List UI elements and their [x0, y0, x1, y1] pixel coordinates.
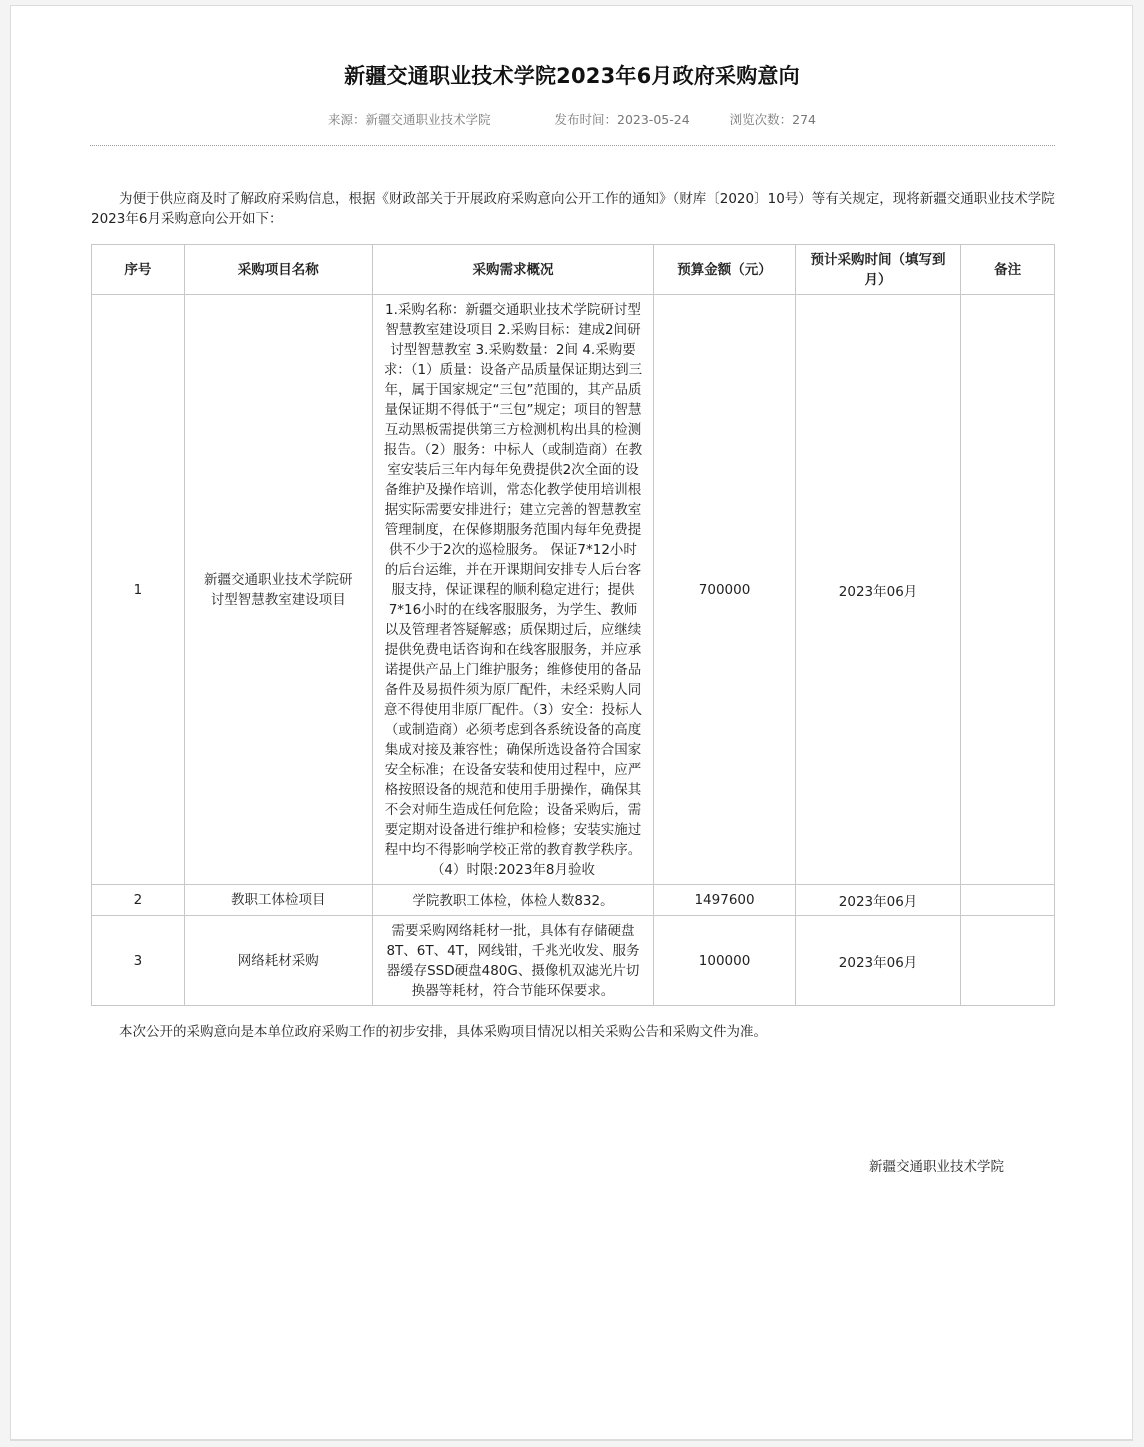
row-project-name: 网络耗材采购: [184, 916, 372, 1006]
row-no: 2: [92, 885, 185, 916]
row-remark: [961, 885, 1055, 916]
row-budget: 100000: [654, 916, 796, 1006]
signature: 新疆交通职业技术学院: [869, 1159, 1004, 1175]
closing-paragraph: 本次公开的采购意向是本单位政府采购工作的初步安排，具体采购项目情况以相关采购公告和采购文件为准。: [119, 1024, 767, 1040]
header-no: 序号: [92, 245, 185, 295]
page-title: 新疆交通职业技术学院2023年6月政府采购意向: [344, 64, 800, 88]
table-row: [92, 295, 1055, 885]
row-budget: 700000: [654, 295, 796, 885]
view-count: 浏览次数：274: [729, 112, 817, 127]
header-description: 采购需求概况: [372, 245, 653, 295]
row-time: 2023年06月: [795, 885, 960, 916]
row-project-name: 新疆交通职业技术学院研讨型智慧教室建设项目: [184, 295, 372, 885]
row-remark: [961, 295, 1055, 885]
table-row: [92, 885, 1055, 916]
header-project-name: 采购项目名称: [184, 245, 372, 295]
source-label: 来源：新疆交通职业技术学院: [327, 112, 491, 127]
row-no: 3: [92, 916, 185, 1006]
intro-paragraph: 为便于供应商及时了解政府采购信息，根据《财政部关于开展政府采购意向公开工作的通知》（财库〔2020〕10号）等有关规定，现将新疆交通职业技术学院2023年6月采购意向公开如下：: [91, 191, 1055, 227]
row-no: 1: [92, 295, 185, 885]
article-meta: [0, 110, 1144, 128]
row-description: 需要采购网络耗材一批，具体有存储硬盘8T、6T、4T，网线钳，千兆光收发、服务器缓存SSD硬盘480G、摄像机双滤光片切换器等耗材，符合节能环保要求。: [372, 916, 653, 1006]
title-divider: [90, 145, 1055, 146]
row-project-name: 教职工体检项目: [184, 885, 372, 916]
header-budget: 预算金额（元）: [654, 245, 796, 295]
header-remark: 备注: [961, 245, 1055, 295]
table-header-row: [92, 245, 1055, 295]
header-time: 预计采购时间（填写到月）: [795, 245, 960, 295]
table-row: [92, 916, 1055, 1006]
row-remark: [961, 916, 1055, 1006]
row-budget: 1497600: [654, 885, 796, 916]
procurement-table: [91, 244, 1055, 1006]
row-time: 2023年06月: [795, 295, 960, 885]
row-time: 2023年06月: [795, 916, 960, 1006]
publish-time: 发布时间：2023-05-24: [554, 112, 690, 127]
row-description: 1.采购名称：新疆交通职业技术学院研讨型智慧教室建设项目 2.采购目标：建成2间研讨型智慧教室 3.采购数量：2间 4.采购要求：（1）质量：设备产品质量保证期达到三年，属于国家规定“三包”范围的，其产品质量保证期不得低于“三包”规定；项目的智慧互动黑板需提供第三方检测机构出具的检测报告。（2）服务：中标人（或制造商）在教室安装后三年内每年免费提供2次全面的设备维护及操作培训，常态化教学使用培训根据实际需要安排进行；建立完善的智慧教室管理制度，在保修期服务范围内每年免费提供不少于2次的巡检服务。 保证7*12小时的后台运维，并在开课期间安排专人后台客服支持，保证课程的顺利稳定进行；提供7*16小时的在线客服服务，为学生、教师以及管理者答疑解惑；质保期过后，应继续提供免费电话咨询和在线客服服务，并应承诺提供产品上门维护服务；维修使用的备品备件及易损件须为原厂配件，未经采购人同意不得使用非原厂配件。（3）安全：投标人（或制造商）必须考虑到各系统设备的高度集成对接及兼容性；确保所选设备符合国家安全标准；在设备安装和使用过程中，应严格按照设备的规范和使用手册操作，确保其不会对师生造成任何危险；设备采购后，需要定期对设备进行维护和检修；安装实施过程中均不得影响学校正常的教育教学秩序。（4）时限:2023年8月验收: [372, 295, 653, 885]
row-description: 学院教职工体检，体检人数832。: [372, 885, 653, 916]
